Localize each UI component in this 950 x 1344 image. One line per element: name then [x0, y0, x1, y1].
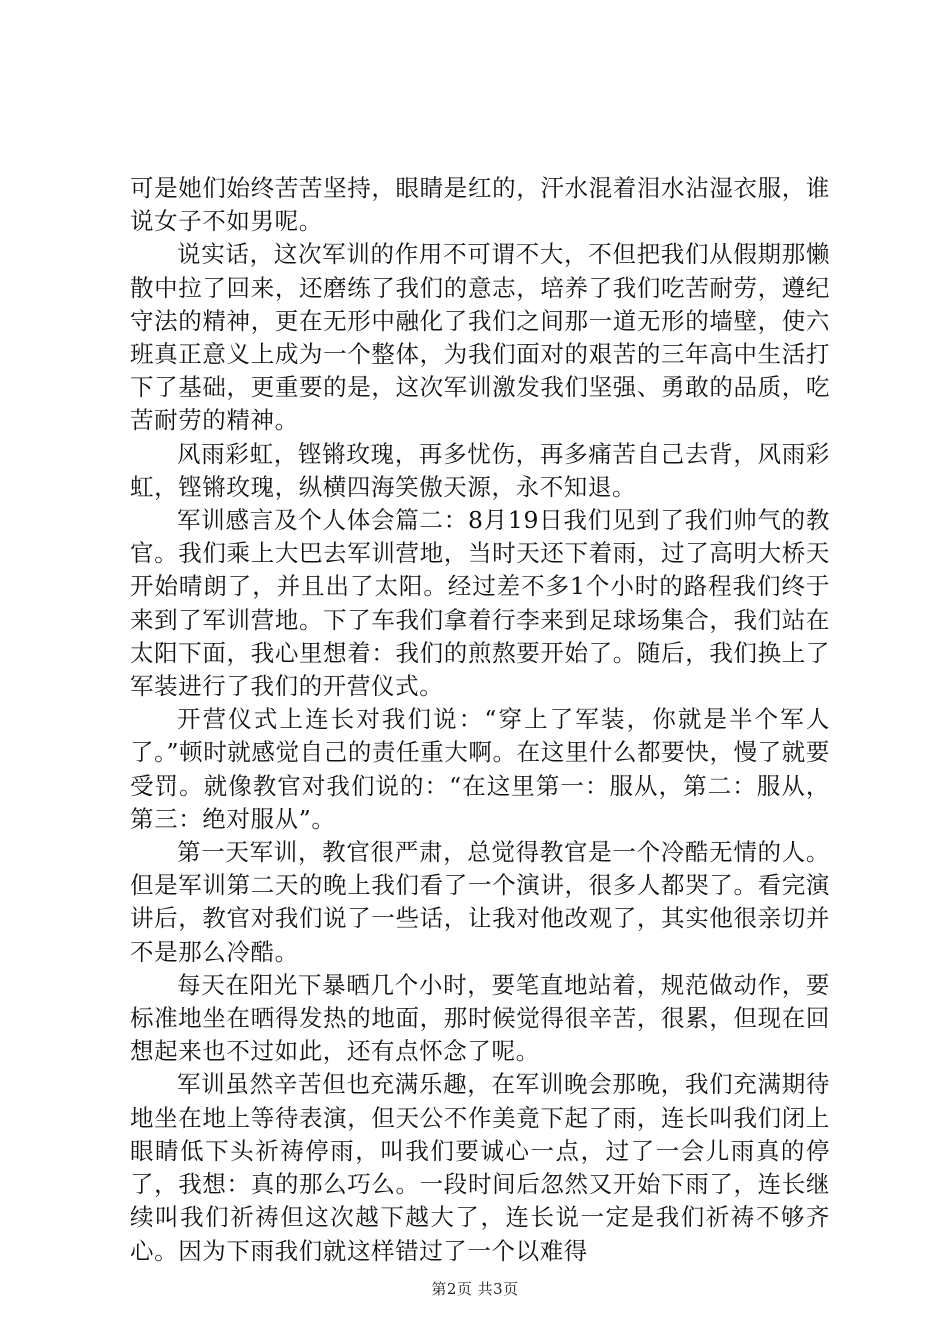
paragraph-song-lyrics: 风雨彩虹，铿锵玫瑰，再多忧伤，再多痛苦自己去背，风雨彩虹，铿锵玫瑰，纵横四海笑傲天源，永不知退。	[130, 439, 830, 501]
paragraph-training-effect: 说实话，这次军训的作用不可谓不大，不但把我们从假期那懒散中拉了回来，还磨练了我们的意志，培养了我们吃苦耐劳，遵纪守法的精神，更在无形中融化了我们之间那一道无形的墙壁，使六班真正意义上成为一个整体，为我们面对的艰苦的三年高中生活打下了基础，更重要的是，这次军训激发我们坚强、勇敢的品质，吃苦耐劳的精神。	[130, 240, 830, 435]
paragraph-continuation: 可是她们始终苦苦坚持，眼睛是红的，汗水混着泪水沾湿衣服，谁说女子不如男呢。	[130, 174, 830, 236]
paragraph-daily-training: 每天在阳光下暴晒几个小时，要笔直地站着，规范做动作，要标准地坐在晒得发热的地面，那时候觉得很辛苦，很累，但现在回想起来也不过如此，还有点怀念了呢。	[130, 970, 830, 1066]
page-footer: 第2页 共3页	[431, 1280, 519, 1298]
document-body	[130, 172, 830, 1268]
paragraph-first-day: 第一天军训，教官很严肃，总觉得教官是一个冷酷无情的人。但是军训第二天的晚上我们看了一个演讲，很多人都哭了。看完演讲后，教官对我们说了一些话，让我对他改观了，其实他很亲切并不是那么冷酷。	[130, 838, 830, 966]
paragraph-opening-ceremony: 开营仪式上连长对我们说：“穿上了军装，你就是半个军人了。”顿时就感觉自己的责任重大啊。在这里什么都要快，慢了就要受罚。就像教官对我们说的：“在这里第一：服从，第二：服从，第三：绝对服从”。	[130, 705, 830, 833]
paragraph-evening-party: 军训虽然辛苦但也充满乐趣，在军训晚会那晚，我们充满期待地坐在地上等待表演，但天公不作美竟下起了雨，连长叫我们闭上眼睛低下头祈祷停雨，叫我们要诚心一点，过了一会儿雨真的停了，我想：真的那么巧么。一段时间后忽然又开始下雨了，连长继续叫我们祈祷但这次越下越大了，连长说一定是我们祈祷不够齐心。因为下雨我们就这样错过了一个以难得	[130, 1070, 830, 1265]
paragraph-part-two-intro: 军训感言及个人体会篇二：8月19日我们见到了我们帅气的教官。我们乘上大巴去军训营地，当时天还下着雨，过了高明大桥天开始晴朗了，并且出了太阳。经过差不多1个小时的路程我们终于来到了军训营地。下了车我们拿着行李来到足球场集合，我们站在太阳下面，我心里想着：我们的煎熬要开始了。随后，我们换上了军装进行了我们的开营仪式。	[130, 506, 830, 701]
